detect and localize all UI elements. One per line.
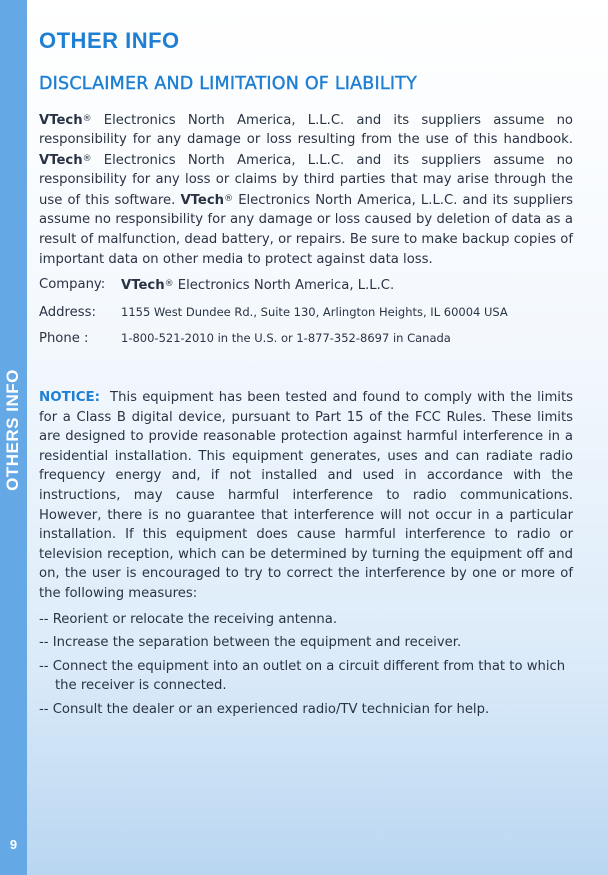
brand-name: VTech <box>180 192 225 208</box>
registered-mark: ® <box>224 193 234 204</box>
registered-mark: ® <box>82 113 92 124</box>
brand-name: VTech <box>121 278 165 294</box>
notice-text: This equipment has been tested and found to comply with the limits for a Class B digital device, pursuant to Part 15 of the FCC Rules. These limits are designed to provide reasonable protection against harmful interference in a residential installation. This equipment generates, uses and can radiate radio frequency energy and, if not installed and used in accordance with the instructions, may cause harmful interference to radio communications. However, there is no guarantee that interference will not occur in a particular installation. If this equipment does cause harmful interference to radio or television reception, which can be determined by turning the equipment off and on, the user is encouraged to try to correct the interference by one or more of the following measures: <box>39 390 573 601</box>
address-row <box>39 303 573 323</box>
section-label: OTHERS INFO <box>3 369 22 491</box>
company-label: Company: <box>39 277 106 293</box>
side-strip <box>0 0 27 875</box>
company-value <box>121 275 394 296</box>
registered-mark: ® <box>164 279 174 290</box>
list-item: -- Reorient or relocate the receiving antenna. <box>39 611 338 627</box>
list-item: -- Increase the separation between the equipment and receiver. <box>39 635 462 651</box>
page-number: 9 <box>9 837 18 852</box>
brand-name: VTech <box>39 152 83 168</box>
address-label: Address: <box>39 304 96 320</box>
measures-list <box>39 610 573 720</box>
disclaimer-paragraph <box>39 110 573 270</box>
company-row <box>39 275 573 296</box>
page-content <box>39 30 573 724</box>
phone-value: 1-800-521-2010 in the U.S. or 1-877-352-8697 in Canada <box>121 331 451 346</box>
notice-paragraph <box>39 388 573 604</box>
disclaimer-text-3: Electronics North America, L.L.C. and its suppliers assume no responsibility for any damage or loss caused by deletion of data as a result of malfunction, dead battery, or repairs. Be sure to make backup copies of important data on other media to protect against data loss. <box>39 192 573 267</box>
list-item: -- Connect the equipment into an outlet on a circuit different from that to which the receiver is connected. <box>39 658 566 694</box>
registered-mark: ® <box>82 153 92 164</box>
notice-label: NOTICE: <box>39 390 101 406</box>
page-title: OTHER INFO <box>39 28 180 53</box>
company-name: Electronics North America, L.L.C. <box>173 278 395 294</box>
brand-name: VTech <box>39 112 83 128</box>
phone-label: Phone : <box>39 331 89 347</box>
disclaimer-text-1: Electronics North America, L.L.C. and its suppliers assume no responsibility for any damage or loss resulting from the use of this handbook. <box>39 112 573 148</box>
address-value: 1155 West Dundee Rd., Suite 130, Arlington Heights, IL 60004 USA <box>121 304 508 319</box>
disclaimer-text-2: Electronics North America, L.L.C. and its suppliers assume no responsibility for any loss or claims by third parties that may arise through the use of this software. <box>39 152 573 208</box>
section-subtitle: DISCLAIMER AND LIMITATION OF LIABILITY <box>39 74 417 94</box>
phone-row <box>39 329 573 349</box>
list-item: -- Consult the dealer or an experienced radio/TV technician for help. <box>39 701 490 717</box>
